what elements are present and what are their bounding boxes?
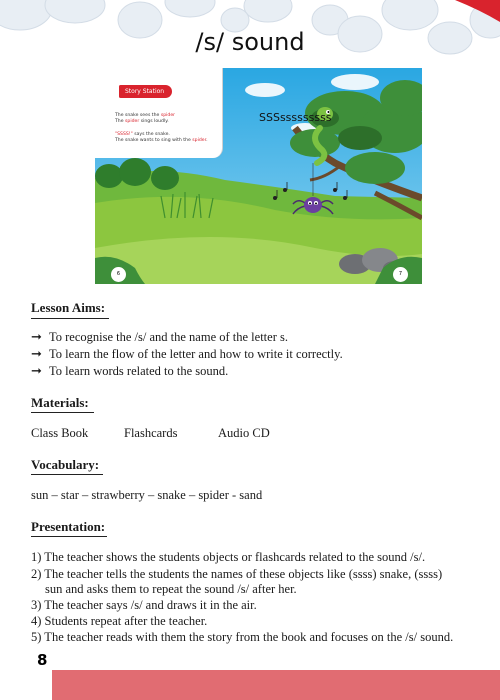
material-item: Flashcards <box>124 426 178 440</box>
presentation-line: 3) The teacher says /s/ and draws it in the air. <box>31 598 257 612</box>
story-station-tag: Story Station <box>119 85 172 98</box>
material-item: Audio CD <box>218 426 270 440</box>
right-arrow-icon: ➞ <box>31 364 42 379</box>
aim-item: ➞ To learn words related to the sound. <box>31 364 229 379</box>
presentation-underline <box>31 536 107 537</box>
story-line: The snake sees the spider <box>115 113 176 118</box>
book-page-number-left: 6 <box>111 267 126 282</box>
material-item: Class Book <box>31 426 89 440</box>
footer-band <box>35 670 500 700</box>
page-title: /s/ sound <box>195 28 305 56</box>
vocabulary-heading: Vocabulary: <box>31 457 100 472</box>
lesson-aims-heading: Lesson Aims: <box>31 300 106 315</box>
right-arrow-icon: ➞ <box>31 330 42 345</box>
page-number: 8 <box>37 651 48 669</box>
story-illustration <box>95 68 422 284</box>
vocabulary-text: sun – star – strawberry – snake – spider - sand <box>31 488 263 502</box>
story-line: The spider sings loudly. <box>115 119 169 125</box>
aim-item: ➞ To recognise the /s/ and the name of the letter s. <box>31 330 288 345</box>
snake-hiss-text: SSSsssssssss <box>259 111 332 124</box>
aim-item: ➞ To learn the flow of the letter and how to write it correctly. <box>31 347 343 362</box>
story-station-panel <box>95 68 223 158</box>
story-line: "SSSS!" says the snake. <box>115 131 170 137</box>
book-page-number-right: 7 <box>393 267 408 282</box>
presentation-line: 5) The teacher reads with them the story from the book and focuses on the /s/ sound. <box>31 630 454 644</box>
presentation-line: sun and asks them to repeat the sound /s/ after her. <box>45 582 297 596</box>
presentation-line: 1) The teacher shows the students objects or flashcards related to the sound /s/. <box>31 550 426 564</box>
lesson-aims-underline <box>31 318 109 319</box>
presentation-heading: Presentation: <box>31 519 106 534</box>
materials-underline <box>31 412 94 413</box>
materials-heading: Materials: <box>31 395 89 410</box>
right-arrow-icon: ➞ <box>31 347 42 362</box>
vocabulary-underline <box>31 474 103 475</box>
presentation-line: 4) Students repeat after the teacher. <box>31 614 208 628</box>
story-text <box>115 113 208 144</box>
presentation-line: 2) The teacher tells the students the names of these objects like (ssss) snake, (ssss) <box>31 567 443 581</box>
story-line: The snake wants to sing with the spider. <box>115 137 208 143</box>
